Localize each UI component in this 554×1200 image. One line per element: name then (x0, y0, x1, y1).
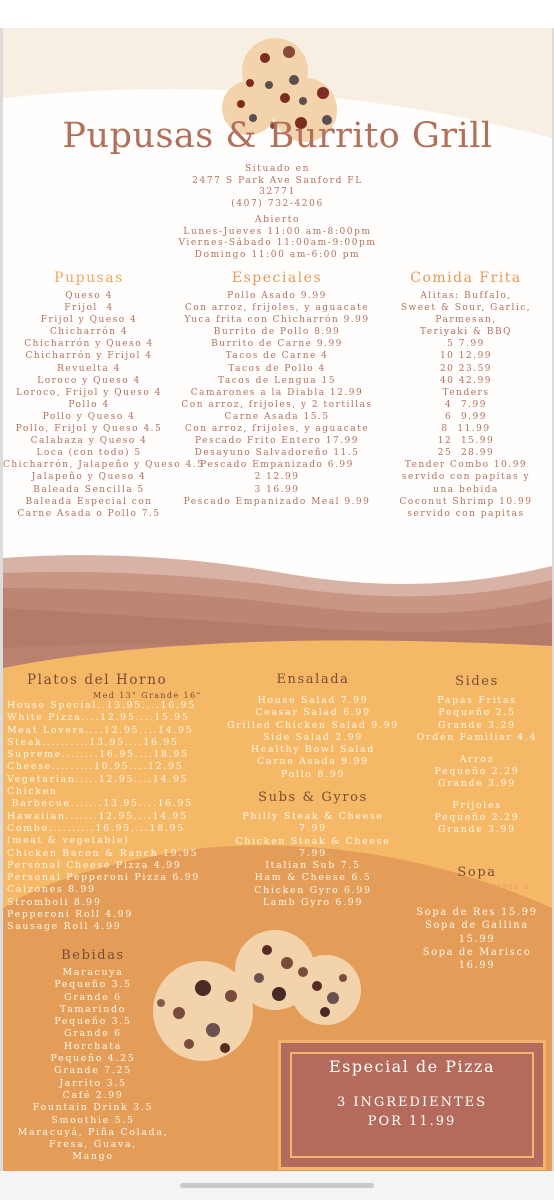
menu-item: 25 28.99 (437, 448, 495, 459)
size-header: Med 13" Grande 16" (93, 691, 202, 700)
menu-item: Coconut Shrimp 10.99 (399, 496, 533, 507)
menu-item: Chicken Bacon & Ranch 19.95 (7, 847, 199, 859)
sopa-section (405, 865, 549, 972)
menu-item: Revuelta 4 (57, 363, 121, 374)
menu-item: Philly Steak & Cheese (242, 811, 384, 822)
menu-item: Grande 3.29 (438, 719, 516, 731)
menu-item: Steak..........13.95....16.95 (7, 736, 179, 748)
hours-line: Lunes-Jueves 11:00 am-8:00pm (183, 226, 372, 237)
menu-item: Pollo 8.99 (280, 768, 346, 780)
menu-item: 12 15.99 (437, 436, 495, 447)
menu-item: Ham & Cheese 6.5 (254, 872, 372, 884)
especiales-section (177, 270, 377, 508)
menu-item: White Pizza....12.95....15.95 (7, 712, 190, 724)
menu-item: 2 12.99 (254, 472, 300, 483)
menu-item: Grande 3.99 (438, 778, 516, 790)
menu-item: Pequeño 3.5 (54, 979, 132, 991)
item-list (177, 290, 377, 508)
address-block (3, 164, 552, 210)
menu-item: Loroco y Queso 4 (37, 375, 141, 386)
menu-item: Carne Asada 15.5 (224, 411, 330, 422)
menu-item: Tamarindo (59, 1003, 127, 1015)
menu-item: Mango (72, 1151, 114, 1163)
menu-item: Jarrito 3.5 (59, 1077, 127, 1089)
item-list (3, 290, 205, 520)
menu-item: 10 12.99 (439, 351, 493, 362)
menu-item: Baleada Especial con (25, 496, 153, 507)
pizza-special-price: POR 11.99 (367, 1114, 457, 1129)
ensalada-section (223, 672, 403, 781)
menu-item: Grande 6 (64, 1028, 122, 1040)
menu-item: 15.99 (458, 933, 496, 945)
menu-item: Stromboli 8.99 (7, 896, 102, 908)
comida-frita-section (383, 270, 549, 520)
menu-item (405, 744, 549, 753)
menu-item: Pequeño 2.5 (438, 707, 516, 719)
menu-item: Tacos de Pollo 4 (228, 363, 326, 374)
menu-item: Burrito de Pollo 8.99 (213, 327, 341, 338)
pupusas-section (3, 270, 205, 520)
menu-item: Personal Pepperoni Pizza 6.99 (7, 872, 201, 884)
menu-item: Meat Lovers....12.95....14.95 (7, 724, 194, 736)
note-line: tortilla (457, 892, 497, 901)
bebidas-section (3, 948, 183, 1164)
menu-item: 40 42.99 (439, 375, 493, 386)
menu-item: Orden Familiar 4.4 (416, 731, 538, 743)
phone-number: (407) 732-4206 (231, 198, 324, 209)
menu-item: 7.99 (299, 823, 327, 835)
menu-item: Tacos de Carne 4 (225, 351, 329, 362)
menu-item: Queso 4 (65, 291, 113, 301)
menu-item: Lamb Gyro 6.99 (262, 897, 364, 909)
menu-item: Sausage Roll 4.99 (7, 921, 122, 933)
menu-item: Camarones a la Diabla 12.99 (190, 387, 364, 398)
item-list (383, 290, 549, 520)
hours-line: Viernes-Sábado 11:00am-9:00pm (178, 238, 377, 248)
menu-item: Pepperoni Roll 4.99 (7, 909, 133, 921)
menu-item: Chicharrón y Frijol 4 (25, 351, 153, 362)
menu-item: Chicharrón 4 (49, 327, 129, 338)
menu-item: 16.99 (458, 960, 496, 972)
item-list (223, 695, 403, 781)
menu-item: Cheese.........10.95....12.95 (7, 761, 184, 773)
menu-item: Pescado Frito Entero 17.99 (194, 436, 360, 447)
menu-item: Calabaza y Queso 4 (30, 436, 148, 447)
section-title: Bebidas (61, 948, 125, 963)
menu-item: Hawaiian.......12.95....14.95 (7, 810, 188, 822)
menu-item: Alitas: Buffalo, (420, 291, 512, 301)
menu-item: Burrito de Carne 9.99 (211, 339, 343, 350)
menu-item: Jalapeño y Queso 4 (31, 472, 147, 483)
menu-item: Loroco, Frijol y Queso 4 (16, 387, 162, 398)
platos-section (7, 672, 213, 934)
menu-item: Con arroz, frijoles, y aguacate (184, 303, 370, 314)
menu-item: Italian Sub 7.5 (265, 860, 361, 872)
menu-item: Con arroz, frijoles, y 2 tortillas (181, 399, 373, 410)
menu-item: Pescado Empanizado Meal 9.99 (183, 496, 371, 507)
menu-item: Pollo Asado 9.99 (227, 291, 327, 301)
menu-item: Tender Combo 10.99 (404, 460, 528, 471)
item-list (223, 811, 403, 909)
pizza-special-box (278, 1040, 546, 1170)
item-list (405, 695, 549, 837)
menu-item: Fresa, Guava, (49, 1139, 137, 1151)
menu-item: Maracuya (62, 967, 124, 978)
hours-line: Domingo 11:00 am-6:00 pm (194, 249, 361, 260)
menu-item: Grilled Chicken Salad 9.99 (227, 719, 399, 731)
menu-item: Pequeño 2.29 (434, 765, 520, 777)
menu-item: House Special..13.95....16.95 (7, 700, 196, 711)
section-title: Subs & Gyros (258, 790, 368, 805)
menu-item: Desayuno Salvadoreño 11.5 (194, 448, 360, 459)
section-title: Especiales (231, 270, 323, 286)
menu-item: Grande 3.99 (438, 824, 516, 836)
menu-item: 6 9.99 (445, 411, 487, 422)
menu-item: Pequeño 3.5 (54, 1016, 132, 1028)
sopa-note (405, 882, 549, 902)
menu-item: Arroz (459, 753, 495, 765)
menu-page (3, 28, 552, 1171)
menu-item: Sweet & Sour, Garlic, (400, 303, 532, 314)
menu-item: Grande 7.25 (54, 1065, 132, 1077)
menu-item: House Salad 7.99 (257, 695, 369, 706)
menu-item: Horchata (63, 1040, 123, 1052)
item-list (405, 906, 549, 972)
menu-item: 3 16.99 (254, 484, 300, 495)
menu-item: Chicken Gyro 6.99 (254, 884, 372, 896)
menu-item: Sopa de Gallina (425, 920, 529, 932)
home-indicator[interactable] (180, 1183, 374, 1188)
menu-item: 7.99 (299, 847, 327, 859)
menu-item (405, 790, 549, 799)
section-title: Sides (455, 674, 499, 689)
menu-item: Chicharrón y Queso 4 (24, 339, 154, 350)
menu-item: Café 2.99 (62, 1089, 124, 1101)
address-line: 2477 S Park Ave Sanford FL (192, 175, 363, 186)
menu-item: Loca (con todo) 5 (36, 448, 142, 459)
menu-item: Parmesan, (435, 315, 497, 326)
menu-item: Carne Asada o Pollo 7.5 (17, 508, 161, 519)
menu-item: Ceasar Salad 6.99 (255, 707, 371, 719)
menu-item: 5 7.99 (447, 339, 485, 350)
menu-item: Smoothie 5.5 (51, 1114, 135, 1126)
menu-item: Tacos de Lengua 15 (218, 375, 336, 386)
sides-section (405, 674, 549, 837)
menu-item: Sopa de Res 15.99 (416, 907, 538, 918)
menu-item: Pequeño 2.29 (434, 812, 520, 824)
menu-item: Yuca frita con Chicharrón 9.99 (184, 315, 370, 326)
menu-item: 20 23.59 (439, 363, 493, 374)
menu-item: Frijol 4 (64, 303, 114, 314)
section-title: Platos del Horno (27, 672, 168, 688)
menu-item: Grande 6 (64, 991, 122, 1003)
menu-item: Barbecue.......13.95....16.95 (7, 798, 193, 810)
menu-item: Fountain Drink 3.5 (32, 1102, 154, 1114)
address-line: 32771 (259, 187, 296, 197)
menu-item: Papas Fritas (437, 695, 517, 706)
status-bar (0, 0, 554, 28)
menu-item: Pollo y Queso 4 (42, 411, 136, 422)
menu-item: 8 11.99 (441, 424, 491, 435)
menu-item: Baleada Sencilla 5 (33, 484, 145, 495)
menu-item: Personal Cheese Pizza 4.99 (7, 859, 182, 871)
menu-item: Chicken (7, 786, 58, 798)
menu-item: Sopa de Marisco (422, 946, 532, 958)
section-title: Ensalada (276, 672, 350, 687)
menu-item: Calzones 8.99 (7, 884, 96, 896)
menu-item: Frijoles (452, 799, 502, 811)
menu-item: Vegetarian.....12.95....14.95 (7, 773, 189, 785)
address-line: Situado en (245, 164, 310, 174)
hours-block (3, 215, 552, 261)
hours-line: Abierto (254, 215, 300, 225)
menu-item: Chicken Steak & Cheese (235, 835, 391, 847)
menu-item: servido con papitas y (401, 472, 531, 483)
menu-item: servido con papitas (407, 508, 525, 519)
note-line: Servido con arroz o (424, 882, 530, 891)
menu-item: Side Salad 2.99 (263, 731, 363, 743)
restaurant-title: Pupusas & Burrito Grill (62, 116, 493, 156)
section-title: Pupusas (54, 270, 124, 286)
menu-item: 4 7.99 (445, 399, 487, 410)
menu-item: Supreme........16.95....18.95 (7, 749, 189, 761)
menu-item: Carne Asada 9.99 (257, 756, 369, 768)
item-list (3, 967, 183, 1164)
menu-item: (meat & vegetable) (7, 835, 130, 847)
pizza-special-line: 3 INGREDIENTES (336, 1095, 488, 1110)
menu-item: Frijol y Queso 4 (40, 315, 138, 326)
menu-item: Tenders (442, 387, 490, 398)
menu-item: Pescado Empanizado 6.99 (200, 460, 354, 471)
menu-item: Combo..........16.95....18.95 (7, 822, 185, 834)
menu-item: Pollo, Frijol y Queso 4.5 (15, 424, 163, 435)
subs-section (223, 790, 403, 909)
menu-item: Pequeño 4.25 (50, 1053, 136, 1065)
section-title: Comida Frita (410, 270, 522, 286)
menu-item: Healthy Bowl Salad (250, 744, 376, 756)
menu-item: Maracuyá, Piña Colada, (17, 1126, 169, 1138)
section-title: Sopa (457, 865, 497, 880)
menu-item: Pollo 4 (68, 399, 110, 410)
pizza-special-title: Especial de Pizza (329, 1057, 495, 1076)
item-list (7, 700, 213, 934)
menu-item: Chicharrón, Jalapeño y Queso 4.5 (3, 460, 205, 471)
menu-item: Teriyaki & BBQ (420, 327, 512, 338)
menu-item: una bebida (433, 484, 499, 495)
menu-item: Con arroz, frijoles, y aguacate (184, 424, 370, 435)
